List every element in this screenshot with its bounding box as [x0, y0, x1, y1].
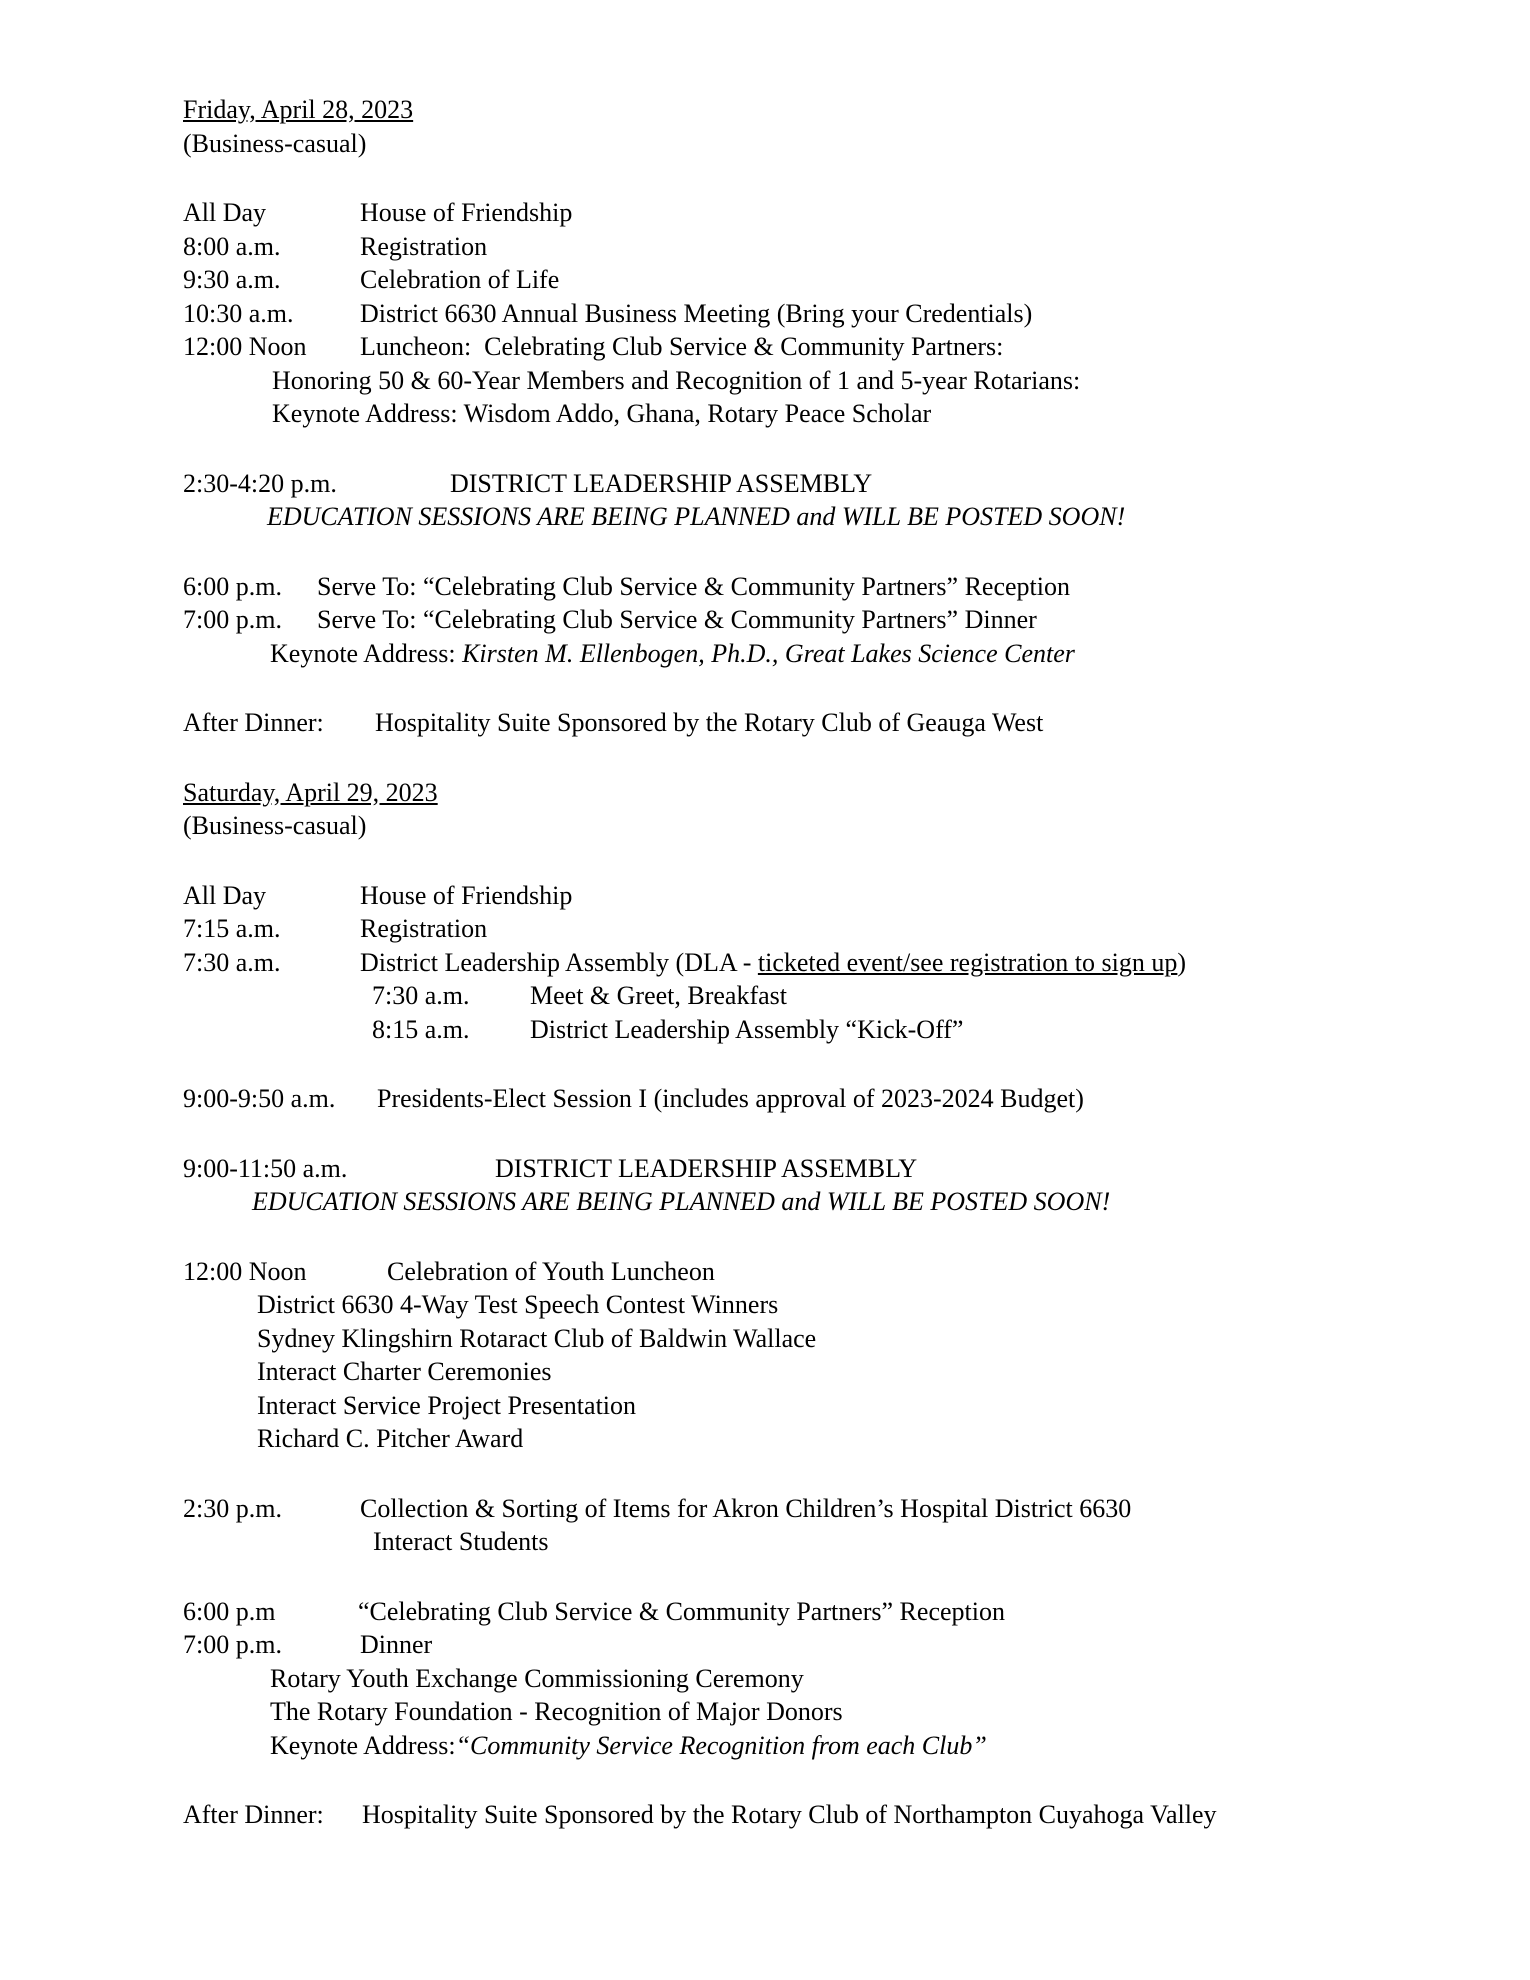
blank-line — [0, 534, 1530, 570]
text-segment: Celebration of Youth Luncheon — [387, 1256, 715, 1286]
text-segment: Sydney Klingshirn Rotaract Club of Baldwin Wallace — [257, 1323, 817, 1353]
text-segment: Honoring 50 & 60-Year Members and Recognition of 1 and 5-year Rotarians: — [272, 365, 1081, 395]
time-label: 10:30 a.m. — [183, 298, 294, 328]
text-segment: (Business-casual) — [183, 128, 367, 158]
text-segment: Hospitality Suite Sponsored by the Rotary Club of Northampton Cuyahoga Valley — [362, 1800, 1217, 1829]
blank-line — [0, 1219, 1530, 1255]
time-label: 12:00 Noon — [183, 332, 307, 361]
text-segment: Meet & Greet, Breakfast — [530, 981, 788, 1010]
blank-line — [0, 1046, 1530, 1082]
text-segment: Interact Charter Ceremonies — [257, 1357, 552, 1386]
date-header-saturday — [0, 776, 1530, 810]
schedule-subentry — [0, 1322, 1530, 1356]
text-segment: “Community Service Recognition from each Club” — [455, 1730, 987, 1760]
time-label: All Day — [183, 198, 267, 227]
text-segment: District Leadership Assembly “Kick-Off” — [530, 1014, 964, 1044]
dress-code-saturday — [0, 809, 1530, 843]
schedule-subentry — [0, 1662, 1530, 1696]
time-label: 9:30 a.m. — [183, 265, 281, 294]
schedule-subentry — [0, 1422, 1530, 1456]
schedule-entry — [0, 230, 1530, 264]
date-header-friday — [0, 93, 1530, 127]
text-segment: Saturday, April 29, 2023 — [183, 777, 438, 807]
time-label: 7:15 a.m. — [183, 914, 281, 943]
text-segment: Richard C. Pitcher Award — [257, 1424, 524, 1453]
time-label: 8:00 a.m. — [183, 231, 281, 261]
blank-line — [0, 160, 1530, 196]
text-segment: Kirsten M. Ellenbogen, Ph.D., Great Lakes Science Center — [462, 638, 1075, 668]
text-segment: Friday, April 28, 2023 — [183, 95, 414, 124]
schedule-entry — [0, 1082, 1530, 1116]
text-segment: Presidents-Elect Session I (includes approval of 2023-2024 Budget) — [377, 1084, 1084, 1113]
schedule-entry — [0, 879, 1530, 913]
blank-line — [0, 1762, 1530, 1798]
schedule-entry — [0, 603, 1530, 637]
blank-line — [0, 431, 1530, 467]
time-label: 7:30 a.m. — [372, 981, 470, 1010]
time-label: 7:00 p.m. — [183, 605, 282, 634]
text-segment: Keynote Address: — [270, 1730, 456, 1760]
schedule-entry — [0, 912, 1530, 946]
schedule-subentry — [0, 397, 1530, 431]
schedule-entry — [0, 1628, 1530, 1662]
text-segment: DISTRICT LEADERSHIP ASSEMBLY — [495, 1153, 918, 1183]
schedule-entry — [0, 297, 1530, 331]
schedule-entry — [0, 1798, 1530, 1832]
schedule-entry — [0, 467, 1530, 501]
text-segment: DISTRICT LEADERSHIP ASSEMBLY — [450, 468, 873, 498]
time-label: After Dinner: — [183, 708, 324, 737]
time-label: All Day — [183, 880, 267, 910]
text-segment: The Rotary Foundation - Recognition of Major Donors — [270, 1697, 843, 1726]
schedule-entry — [0, 263, 1530, 297]
note-line — [0, 500, 1530, 534]
blank-line — [0, 1559, 1530, 1595]
schedule-entry — [0, 1152, 1530, 1186]
text-segment: Registration — [360, 914, 488, 943]
blank-line — [0, 740, 1530, 776]
schedule-entry — [0, 706, 1530, 740]
text-segment: Collection & Sorting of Items for Akron Children’s Hospital District 6630 — [360, 1493, 1132, 1523]
schedule-subentry — [0, 1389, 1530, 1423]
schedule-entry — [0, 1255, 1530, 1289]
blank-line — [0, 843, 1530, 879]
text-segment: “Celebrating Club Service & Community Partners” Reception — [358, 1596, 1005, 1626]
text-segment: Serve To: “Celebrating Club Service & Community Partners” Reception — [317, 571, 1070, 601]
text-segment: Serve To: “Celebrating Club Service & Community Partners” Dinner — [317, 605, 1037, 634]
text-segment: EDUCATION SESSIONS ARE BEING PLANNED and WILL BE POSTED SOON! — [267, 502, 1126, 531]
text-segment: Registration — [360, 231, 488, 261]
schedule-entry — [0, 946, 1530, 980]
schedule-subentry — [0, 1729, 1530, 1763]
blank-line — [0, 670, 1530, 706]
text-segment: House of Friendship — [360, 880, 573, 910]
text-segment: District Leadership Assembly (DLA - — [360, 947, 758, 977]
time-label: 7:30 a.m. — [183, 947, 281, 977]
text-segment: Interact Students — [373, 1527, 549, 1556]
schedule-entry — [0, 196, 1530, 230]
note-line — [0, 1185, 1530, 1219]
schedule-entry — [0, 330, 1530, 364]
time-label: After Dinner: — [183, 1800, 324, 1829]
time-label: 9:00-9:50 a.m. — [183, 1084, 336, 1113]
schedule-subentry — [0, 1013, 1530, 1047]
time-label: 2:30 p.m. — [183, 1493, 282, 1523]
schedule-entry — [0, 1492, 1530, 1526]
schedule-subentry — [0, 1355, 1530, 1389]
schedule-entry — [0, 570, 1530, 604]
time-label: 7:00 p.m. — [183, 1630, 282, 1659]
text-segment: District 6630 4-Way Test Speech Contest Winners — [257, 1290, 779, 1319]
time-label: 6:00 p.m — [183, 1596, 276, 1626]
text-segment: Interact Service Project Presentation — [257, 1390, 637, 1420]
schedule-entry — [0, 1595, 1530, 1629]
text-segment: House of Friendship — [360, 198, 573, 227]
blank-line — [0, 1116, 1530, 1152]
schedule-subentry — [0, 637, 1530, 671]
text-segment: Rotary Youth Exchange Commissioning Ceremony — [270, 1663, 804, 1693]
time-label: 6:00 p.m. — [183, 571, 282, 601]
time-label: 9:00-11:50 a.m. — [183, 1153, 348, 1183]
text-segment: ticketed event/see registration to sign up — [757, 947, 1178, 977]
text-segment: Keynote Address: — [270, 638, 463, 668]
time-label: 12:00 Noon — [183, 1256, 307, 1286]
text-segment: Keynote Address: Wisdom Addo, Ghana, Rotary Peace Scholar — [272, 399, 932, 428]
schedule-subentry — [0, 1695, 1530, 1729]
schedule-subentry — [0, 1288, 1530, 1322]
text-segment: District 6630 Annual Business Meeting (Bring your Credentials) — [360, 298, 1033, 328]
text-segment: Celebration of Life — [360, 265, 560, 294]
text-segment: EDUCATION SESSIONS ARE BEING PLANNED and WILL BE POSTED SOON! — [252, 1187, 1111, 1216]
schedule-subentry — [0, 979, 1530, 1013]
text-segment: (Business-casual) — [183, 811, 367, 840]
schedule-subentry — [0, 364, 1530, 398]
text-segment: Hospitality Suite Sponsored by the Rotary Club of Geauga West — [375, 708, 1044, 737]
dress-code-friday — [0, 127, 1530, 161]
time-label: 2:30-4:20 p.m. — [183, 468, 337, 498]
text-segment: Dinner — [360, 1630, 433, 1659]
text-segment: Luncheon: Celebrating Club Service & Community Partners: — [360, 332, 1004, 361]
schedule-subentry — [0, 1525, 1530, 1559]
time-label: 8:15 a.m. — [372, 1014, 470, 1044]
text-segment: ) — [1177, 947, 1187, 977]
blank-line — [0, 1456, 1530, 1492]
